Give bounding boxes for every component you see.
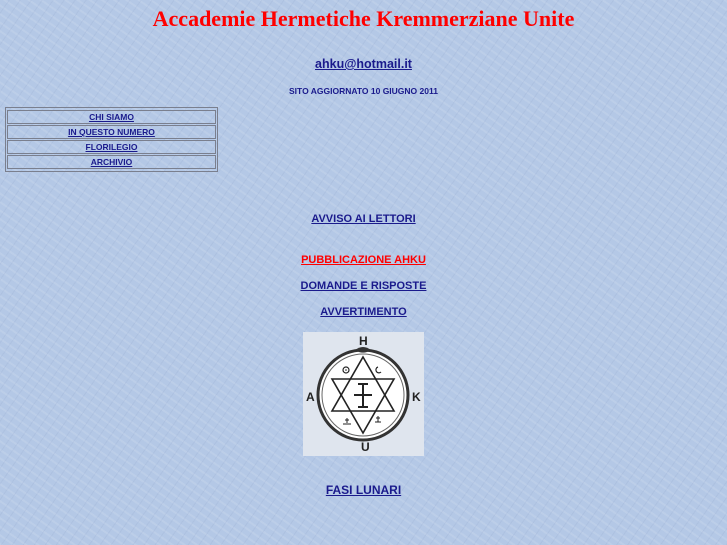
emblem-letter-bottom: U — [361, 440, 370, 454]
emblem-letter-left: A — [306, 390, 315, 404]
emblem-letter-right: K — [412, 390, 421, 404]
menu-item-in-questo-numero[interactable]: IN QUESTO NUMERO — [7, 125, 216, 139]
page-title: Accademie Hermetiche Kremmerziane Unite — [152, 6, 575, 31]
ouroboros-hexagram-icon — [303, 332, 424, 456]
menu-item-florilegio[interactable]: FLORILEGIO — [7, 140, 216, 154]
update-notice: SITO AGGIORNATO 10 GIUGNO 2011 — [289, 86, 438, 96]
domande-e-risposte-link[interactable]: DOMANDE E RISPOSTE — [300, 280, 427, 292]
email-link[interactable]: ahku@hotmail.it — [315, 57, 412, 71]
avviso-ai-lettori-link[interactable]: AVVISO AI LETTORI — [311, 213, 416, 225]
menu-item-chi-siamo[interactable]: CHI SIAMO — [7, 110, 216, 124]
pubblicazione-ahku-link[interactable]: PUBBLICAZIONE AHKU — [301, 254, 426, 266]
fasi-lunari-link[interactable]: FASI LUNARI — [325, 483, 402, 497]
hermetic-emblem — [303, 332, 424, 456]
menu-item-archivio[interactable]: ARCHIVIO — [7, 155, 216, 169]
avvertimento-link[interactable]: AVVERTIMENTO — [320, 306, 407, 318]
side-menu — [5, 107, 218, 172]
emblem-letter-top: H — [359, 334, 368, 348]
